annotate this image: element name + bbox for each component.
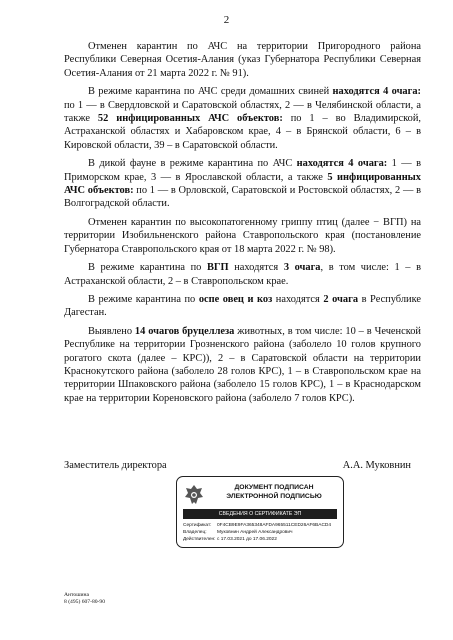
coat-of-arms-icon [183,483,205,507]
electronic-signature-stamp [176,476,344,548]
signer-position: Заместитель директора [64,460,167,471]
owner-label: Владелец: [183,530,207,535]
text-run: по 1 – во Владимирской, Астраханской областях и Хабаровском крае, 4 – в Брянской области, 6 – в Кировской области, 39 – в Саратовской области. [64,113,421,151]
validity-value: с 17.03.2021 до 17.06.2022 [217,537,277,542]
body-paragraph [64,40,421,80]
document-body [64,40,421,410]
executor-phone: 8 (495) 607-80-90 [64,599,106,605]
bold-text-run: 3 очага [283,262,321,274]
text-run: в Республике Дагестан. [64,293,421,319]
text-run: находятся [272,293,324,305]
owner-value: Муковнин Андрей Александрович [217,530,293,535]
text-run: В дикой фауне в режиме карантина по АЧС [88,158,297,170]
bold-text-run: 2 очага [323,293,359,305]
body-paragraph [64,261,421,288]
text-run: В режиме карантина по АЧС среди домашних свиней [88,86,333,98]
validity-label: Действителен: [183,537,216,542]
text-run: Отменен карантин по АЧС на территории Пригородного района Республики Северная Осетия-Алания (указ Губернатора Республики Северная Осетия-Алания от 21 марта 2022 г. № 91). [64,41,421,79]
text-run: по 1 — в Орловской, Саратовской и Ростовской областях, 2 — в Волгоградской области. [64,185,421,210]
text-run: 1 — в Приморском крае, 3 — в Ярославской области, а также [64,158,421,183]
text-run: В режиме карантина по [88,293,199,305]
text-run: находятся [228,262,284,274]
bold-text-run: находятся 4 очага: [296,158,388,170]
bold-text-run: 52 инфицированных АЧС объектов: [97,113,283,125]
text-run: Отменен карантин по высокопатогенному гриппу птиц (далее − ВГП) на территории Изобильненского района Ставропольского края (постановление Губернатора Ставропольского края от 18 марта 2022 г. № 98). [64,216,421,255]
certificate-header: СВЕДЕНИЯ О СЕРТИФИКАТЕ ЭП [183,509,337,519]
certificate-value: 0F4CB9E9FA365348AFDA965511CED26AF6BACD4 [217,523,332,528]
executor-footer [64,592,105,606]
text-run: Выявлено [88,325,135,337]
bold-text-run: оспе овец и коз [198,293,273,305]
text-run: животных, в том числе: 10 – в Чеченской Республике на территории Грозненского района (заболело 10 голов крупного рогатого скота (далее – КРС)), 2 – в Саратовской области на территории Краснокутского района (заболело 28 голов КРС), 1 – в Ставропольском крае на территории Шпаковского района (заболело 15 голов КРС), 1 – в Краснодарском крае на территории Кореновского района (заболело 7 голов КРС). [64,325,421,404]
executor-name: Антошина [64,592,89,598]
stamp-title: ДОКУМЕНТ ПОДПИСАН ЭЛЕКТРОННОЙ ПОДПИСЬЮ [226,484,322,500]
text-run: по 1 — в Свердловской и Саратовской областях, 2 — в Челябинской области, а также [64,99,421,125]
certificate-label: Сертификат: [183,523,212,528]
page-number: 2 [223,14,230,26]
bold-text-run: находятся 4 очага: [332,86,421,98]
body-paragraph [64,293,421,320]
bold-text-run: 5 инфицированных АЧС объектов: [64,171,421,197]
body-paragraph [64,216,421,256]
text-run: В режиме карантина по [88,262,207,274]
body-paragraph [64,85,421,152]
body-paragraph [64,157,421,211]
bold-text-run: 14 очагов бруцеллеза [134,325,235,337]
certificate-details [183,522,341,543]
signer-name: А.А. Муковнин [342,460,411,471]
bold-text-run: ВГП [206,262,229,274]
text-run: , в том числе: 1 – в Астраханской области, 2 – в Ставропольском крае. [64,262,421,287]
body-paragraph [64,325,421,405]
